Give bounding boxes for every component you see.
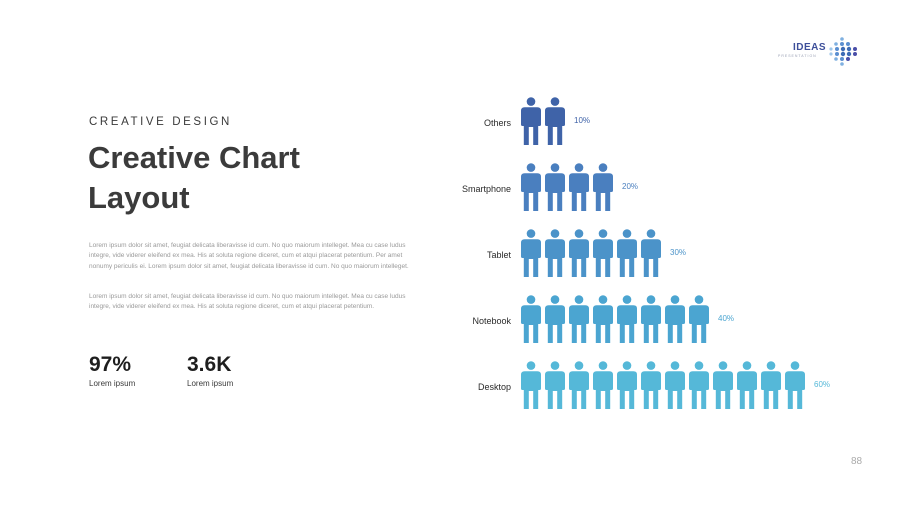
person-icon (545, 163, 565, 211)
page-number: 88 (851, 456, 863, 467)
person-icon (689, 361, 709, 409)
person-icon (545, 229, 565, 277)
value-label: 60% (814, 380, 831, 389)
person-icon (617, 295, 637, 343)
stat-value: 3.6K (187, 353, 232, 376)
category-label: Tablet (486, 250, 511, 260)
person-icon (593, 361, 613, 409)
person-icon (737, 361, 757, 409)
body-paragraph-1: Lorem ipsum dolor sit amet, feugiat delicata liberavisse id cum. No quo maiorum intelleget. Mea cu case ludus integre, vide viderer eleifend ex mea. His at soluta regione diceret, cum et atqui placerat petentium. Per amet nonumy periculis ei. Lorem ipsum dolor sit amet, feugiat delicata liberavisse id cum. No quo maiorum intelleget. (89, 242, 409, 270)
logo-subtext: PRESENTATION (778, 54, 817, 58)
logo-text: IDEAS (793, 42, 827, 53)
person-icon (593, 163, 613, 211)
category-label: Smartphone (461, 184, 511, 194)
person-icon (641, 361, 661, 409)
person-icon (689, 295, 709, 343)
person-icon (569, 163, 589, 211)
person-icon (713, 361, 733, 409)
person-icon (521, 97, 541, 145)
stat-value: 97% (89, 353, 132, 376)
person-icon (641, 295, 661, 343)
person-icon (569, 229, 589, 277)
person-icon (593, 295, 613, 343)
category-label: Desktop (477, 382, 511, 392)
person-icon (521, 163, 541, 211)
body-paragraph-2: Lorem ipsum dolor sit amet, feugiat delicata liberavisse id cum. No quo maiorum intelleget. Mea cu case ludus integre, vide viderer eleifend ex mea. His at soluta regione diceret, cum et atqui placerat petentium. (89, 293, 406, 311)
person-icon (617, 361, 637, 409)
person-icon (665, 295, 685, 343)
person-icon (761, 361, 781, 409)
page-title: Creative Chart Layout (88, 140, 300, 215)
person-icon (569, 361, 589, 409)
person-icon (521, 295, 541, 343)
person-icon (545, 361, 565, 409)
person-icon (545, 295, 565, 343)
stat-label: Lorem ipsum (89, 379, 136, 388)
person-icon (593, 229, 613, 277)
category-label: Notebook (472, 316, 511, 326)
person-icon (641, 229, 661, 277)
person-icon (617, 229, 637, 277)
person-icon (521, 361, 541, 409)
value-label: 40% (718, 314, 735, 323)
person-icon (785, 361, 805, 409)
value-label: 10% (574, 116, 591, 125)
value-label: 30% (670, 248, 687, 257)
person-icon (545, 97, 565, 145)
stat-label: Lorem ipsum (187, 379, 234, 388)
person-icon (665, 361, 685, 409)
value-label: 20% (622, 182, 639, 191)
person-icon (521, 229, 541, 277)
person-icon (569, 295, 589, 343)
category-label: Others (483, 118, 511, 128)
eyebrow-text: CREATIVE DESIGN (89, 116, 232, 128)
